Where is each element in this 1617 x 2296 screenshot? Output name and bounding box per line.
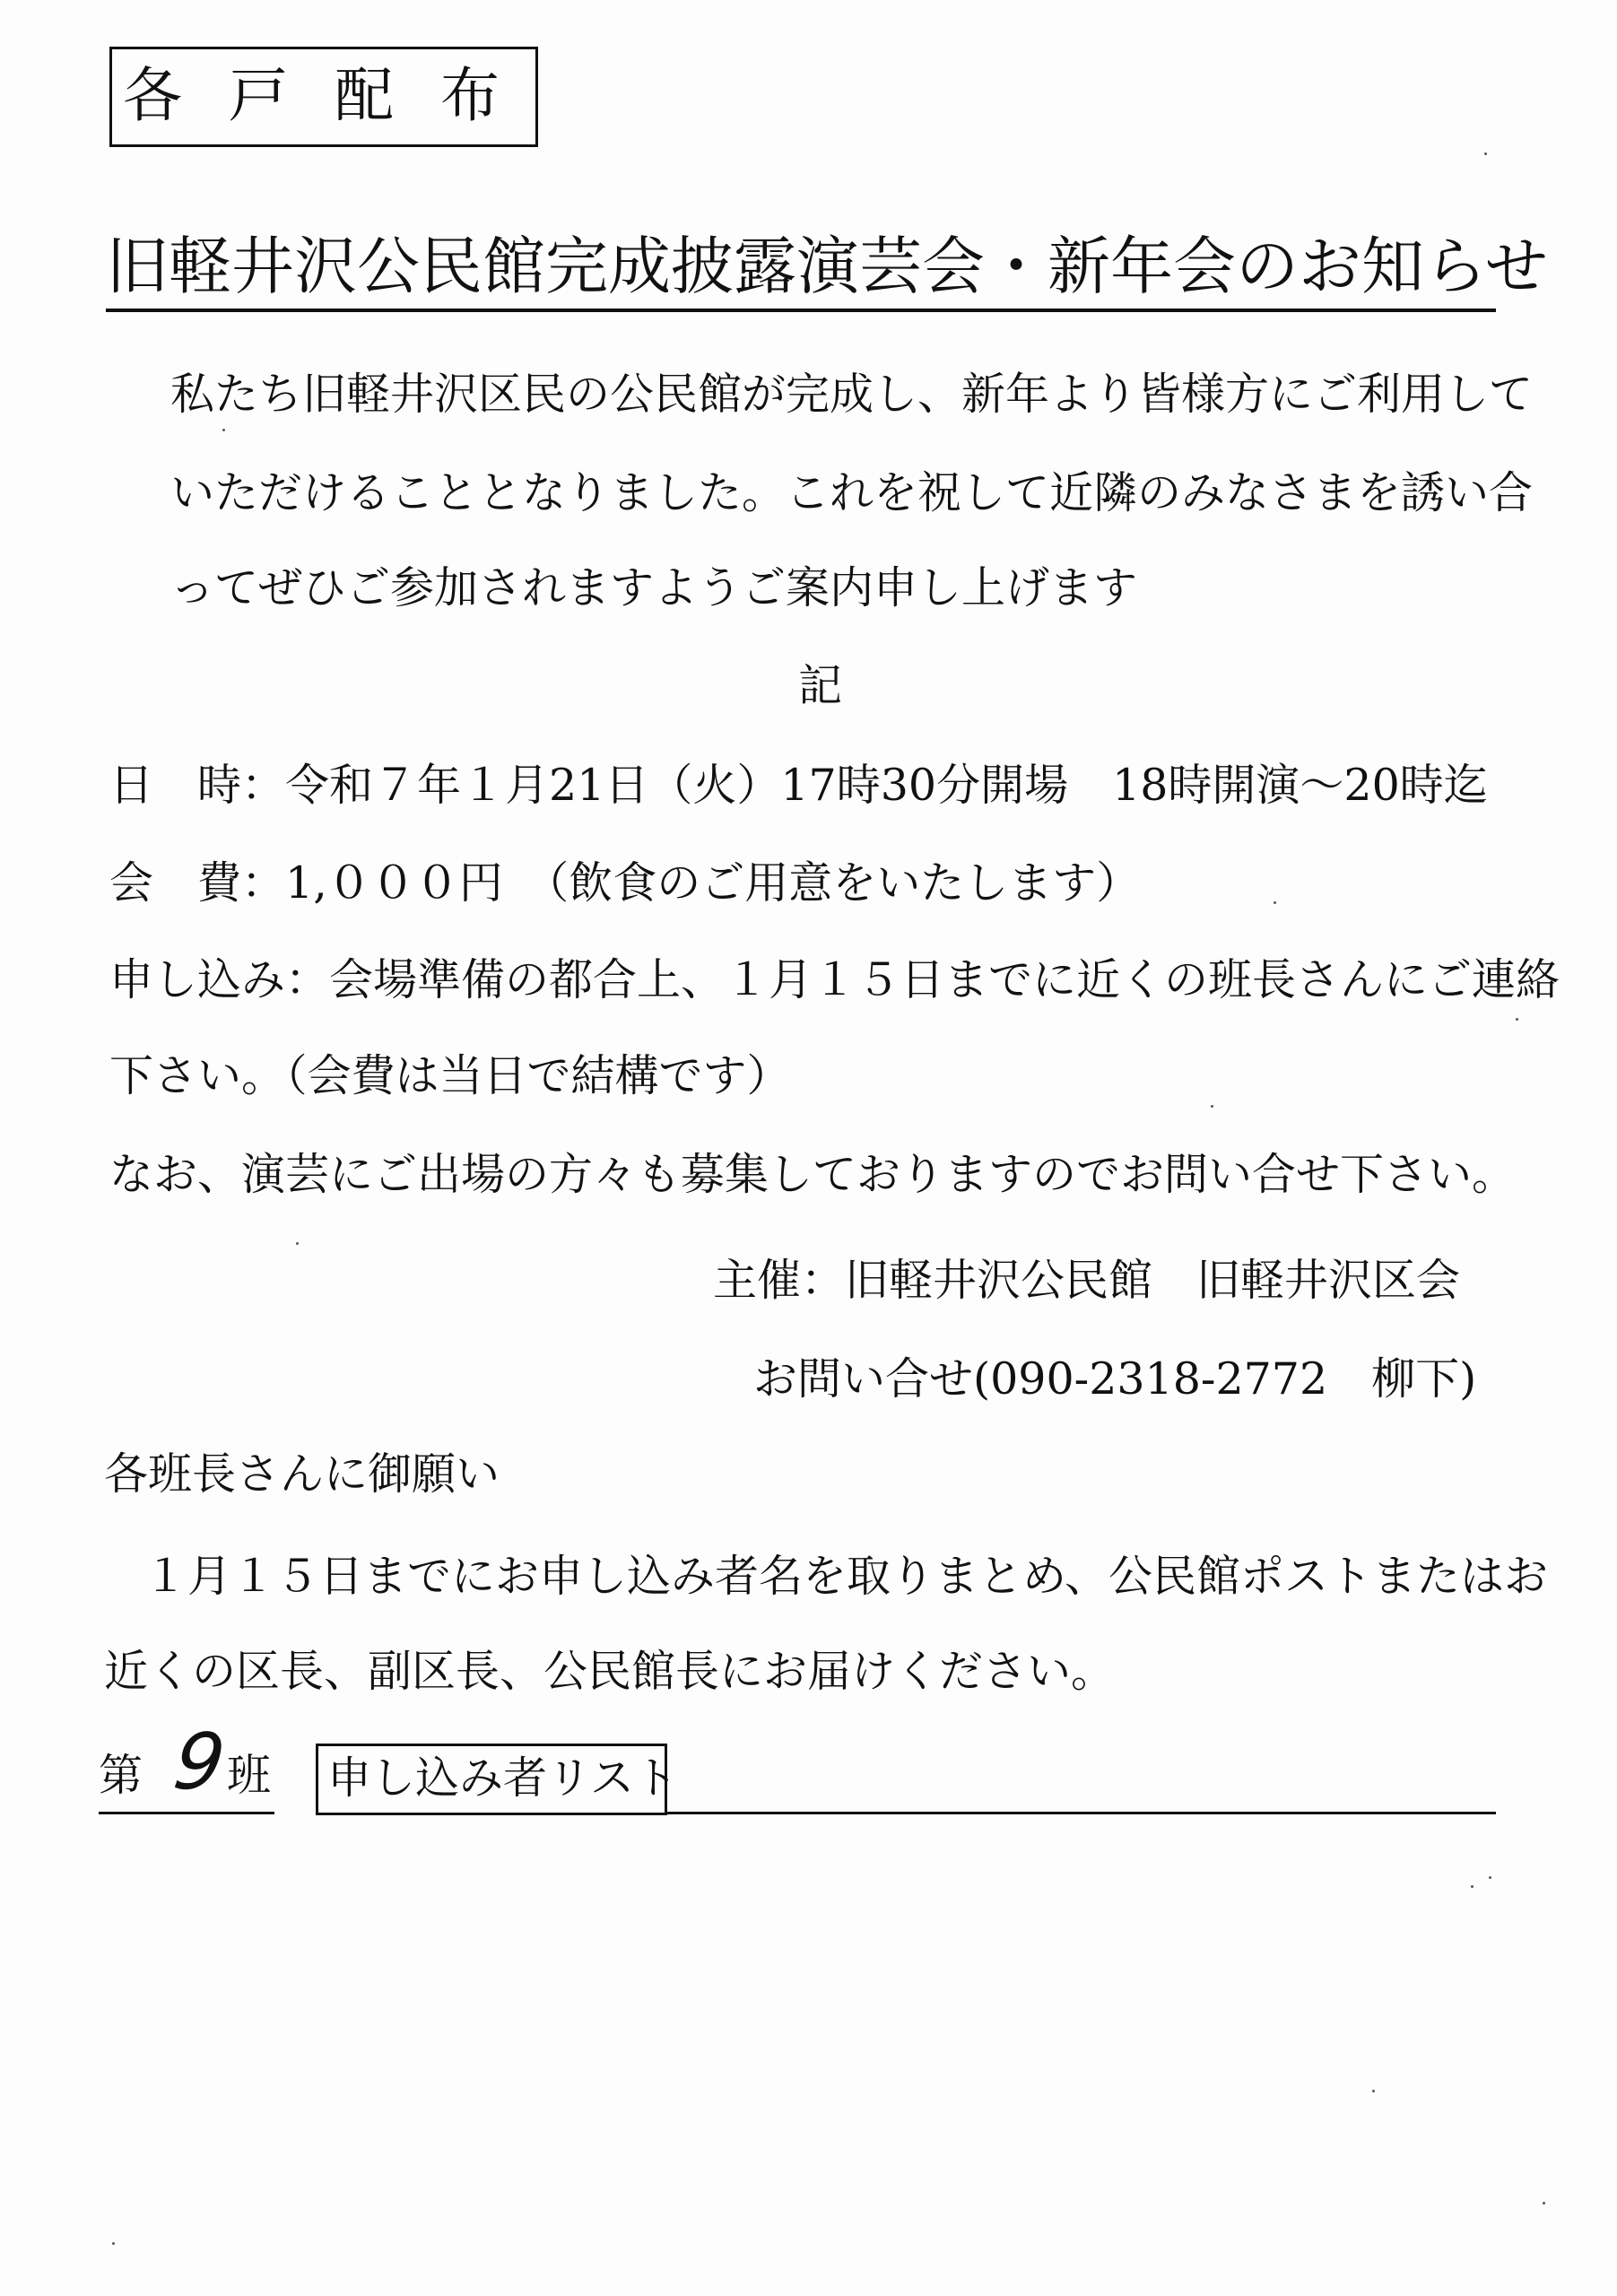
fee-row	[109, 857, 1140, 910]
scan-speck	[296, 1242, 299, 1245]
ki-heading: 記	[798, 660, 843, 711]
apply-value-line-2: 下さい。（会費は当日で結構です）	[109, 1050, 791, 1101]
apply-label: 申し込み：	[109, 954, 330, 1005]
group-prefix: 第	[99, 1750, 143, 1801]
handwritten-group-number: 9	[168, 1718, 230, 1807]
scan-speck	[1484, 152, 1487, 155]
applicant-list-line	[667, 1812, 1496, 1814]
leaders-request-line-1: １月１５日までにお申し込み者名を取りまとめ、公民館ポストまたはお	[143, 1551, 1549, 1602]
datetime-label: 日 時：	[109, 760, 286, 811]
intro-line-1: 私たち旧軽井沢区民の公民館が完成し、新年より皆様方にご利用して	[170, 369, 1534, 420]
apply-value-line-1: 会場準備の都合上、１月１５日までに近くの班長さんにご連絡	[329, 954, 1560, 1005]
intro-line-3: ってぜひご参加されますようご案内申し上げます	[170, 562, 1138, 613]
scan-speck	[1211, 1105, 1213, 1108]
page-title: 旧軽井沢公民館完成披露演芸会・新年会のお知らせ	[106, 230, 1548, 303]
leaders-request-heading: 各班長さんに御願い	[104, 1448, 500, 1500]
organizer-host: 主催：旧軽井沢公民館 旧軽井沢区会	[713, 1255, 1461, 1306]
scan-speck	[1372, 2090, 1375, 2092]
scan-speck	[1274, 901, 1276, 904]
distribution-stamp: 各戸配布	[109, 47, 538, 147]
organizer-inquiry: お問い合せ(090-2318-2772 柳下)	[753, 1353, 1477, 1405]
scan-speck	[1489, 1876, 1491, 1879]
apply-row	[109, 953, 1560, 1007]
performer-note: なお、演芸にご出場の方々も募集しておりますのでお問い合せ下さい。	[109, 1149, 1517, 1200]
fee-value: 1,０００円 （飲食のご用意をいたします）	[285, 857, 1141, 909]
intro-line-2: いただけることとなりました。これを祝して近隣のみなさまを誘い合	[170, 467, 1534, 518]
group-underline	[99, 1812, 274, 1814]
title-underline	[106, 309, 1496, 312]
scan-speck	[1543, 2202, 1545, 2205]
datetime-value: 令和７年１月21日（火）17時30分開場 18時開演～20時迄	[285, 760, 1488, 811]
leaders-request-line-2: 近くの区長、副区長、公民館長にお届けください。	[104, 1646, 1116, 1697]
applicant-list-label: 申し込み者リスト	[316, 1744, 667, 1815]
fee-label: 会 費：	[109, 857, 286, 909]
scan-speck	[1516, 1018, 1518, 1021]
scan-speck	[1471, 1885, 1474, 1888]
scan-speck	[222, 429, 225, 431]
datetime-row	[109, 759, 1488, 813]
group-suffix: 班	[227, 1750, 272, 1801]
scan-speck	[112, 2242, 115, 2245]
